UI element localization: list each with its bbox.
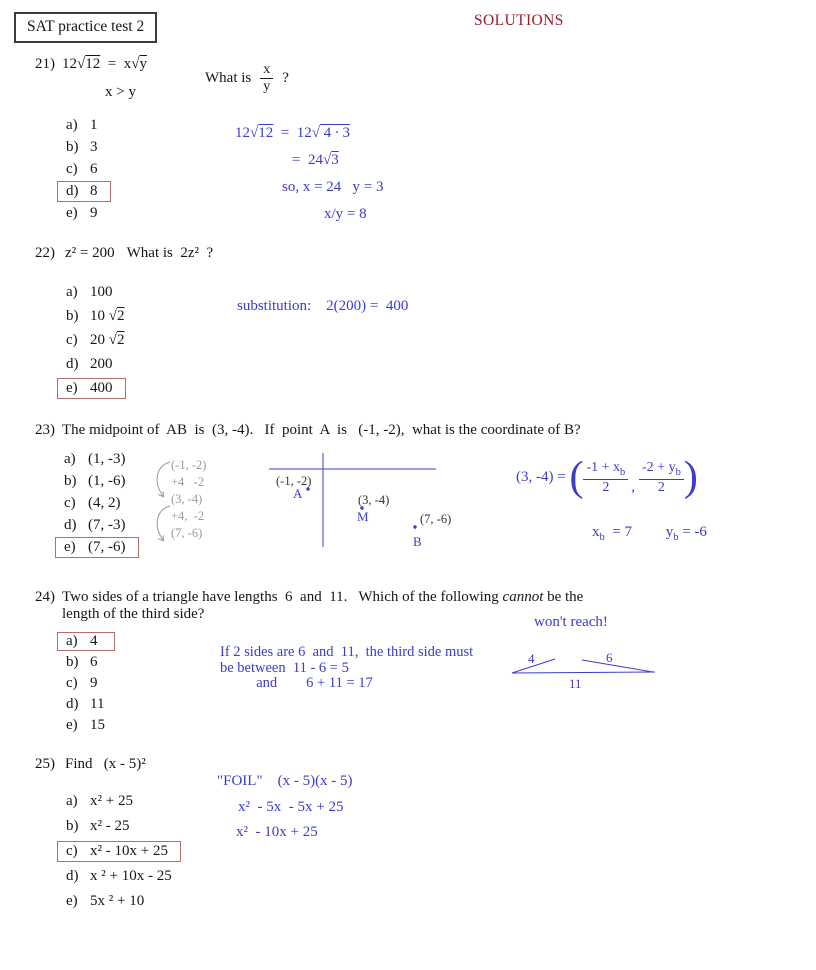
answer-box xyxy=(57,841,181,862)
solution-line: so, x = 24 y = 3 xyxy=(282,179,384,195)
choice-text: 6 xyxy=(90,654,98,670)
choice-text: 9 xyxy=(90,204,98,221)
radical-sign: √ xyxy=(250,125,259,141)
question-text: Find (x - 5)² xyxy=(65,756,146,772)
working-line: +4, -2 xyxy=(171,509,205,523)
midpoint-working xyxy=(171,457,206,542)
choice-letter: a) xyxy=(66,283,78,300)
radicand: 2 xyxy=(116,307,125,324)
formula-lhs: (3, -4) = xyxy=(516,469,570,486)
choice-letter: c) xyxy=(66,843,78,859)
choice-text: 11 xyxy=(90,696,105,712)
coefficient: 12 xyxy=(62,56,77,72)
question-25-choices xyxy=(66,789,181,914)
choice-text: (4, 2) xyxy=(88,494,121,511)
base-label: 11 xyxy=(569,676,582,691)
comma: , xyxy=(631,478,636,495)
radicand: 2 xyxy=(116,331,125,348)
midpoint-formula xyxy=(516,454,698,501)
solution-line: x/y = 8 xyxy=(324,206,367,222)
choice-text: 100 xyxy=(90,283,113,300)
fraction xyxy=(583,460,628,496)
choice-row xyxy=(66,652,115,673)
choice-letter: b) xyxy=(64,472,77,489)
answer-box xyxy=(57,378,126,399)
page-title: SAT practice test 2 xyxy=(27,18,145,35)
question-23-choices xyxy=(64,448,139,558)
choice-text: 5x ² + 10 xyxy=(90,893,145,909)
choice-letter: d) xyxy=(64,516,77,533)
radical-sign: √ xyxy=(108,331,117,348)
question-number: 23) xyxy=(35,422,55,438)
answer-box xyxy=(55,537,139,558)
choice-row xyxy=(66,631,115,652)
working-line: +4 -2 xyxy=(171,475,205,489)
choice-row xyxy=(64,448,139,470)
fraction xyxy=(639,460,684,496)
close-paren: ) xyxy=(683,454,698,501)
choice-row xyxy=(66,304,126,328)
choice-text: 4 xyxy=(90,633,98,649)
choice-row xyxy=(64,514,139,536)
radicand: 3 xyxy=(331,152,339,168)
question-21-statement xyxy=(35,56,147,73)
numerator: $-2 + y_b$ xyxy=(639,460,684,480)
working-line: (-1, -2) xyxy=(171,458,207,472)
question-22-statement xyxy=(35,245,213,262)
choice-text: 8 xyxy=(90,182,98,199)
side-a-label: 4 xyxy=(528,651,535,666)
question-21-choices xyxy=(66,114,111,224)
choice-row xyxy=(64,536,139,558)
question-22-choices xyxy=(66,280,126,400)
radical-sign: √ xyxy=(322,152,332,168)
solution-line: "FOIL" (x - 5)(x - 5) xyxy=(217,773,353,789)
choice-text: 200 xyxy=(90,355,113,372)
question-23-statement xyxy=(35,422,581,439)
working-line: (7, -6) xyxy=(171,526,203,540)
choice-letter: e) xyxy=(66,893,78,909)
question-24-choices xyxy=(66,631,115,736)
choice-row xyxy=(66,376,126,400)
radicand: 12 xyxy=(258,125,274,141)
choice-row xyxy=(66,839,181,864)
choice-row xyxy=(64,492,139,514)
solution-text: = 12 xyxy=(273,125,312,141)
fraction xyxy=(260,62,273,95)
denominator: 2 xyxy=(602,479,610,495)
choice-row xyxy=(66,673,115,694)
choice-text: (1, -3) xyxy=(88,450,126,467)
coordinate-plot xyxy=(262,445,457,557)
choice-text: x² - 25 xyxy=(90,818,130,834)
solution-line xyxy=(235,120,384,147)
choice-letter: e) xyxy=(66,204,78,221)
choice-letter: d) xyxy=(66,182,79,199)
choice-row xyxy=(66,715,115,736)
choice-letter: b) xyxy=(66,307,79,324)
question-text-line2: length of the third side? xyxy=(62,606,205,622)
given-equation: z² = 200 xyxy=(65,245,115,261)
choice-letter: d) xyxy=(66,355,79,372)
side-b-label: 6 xyxy=(606,650,613,665)
solution-text: = 24 xyxy=(292,152,323,168)
question-24-statement xyxy=(35,589,583,606)
point-m-coords: (3, -4) xyxy=(358,493,390,507)
choice-text: x² - 10x + 25 xyxy=(90,843,168,859)
answer-box xyxy=(57,632,115,651)
choice-row xyxy=(66,352,126,376)
answer-box xyxy=(57,181,111,202)
solution-line: If 2 sides are 6 and 11, the third side must xyxy=(220,644,474,660)
solutions-label: SOLUTIONS xyxy=(474,12,564,29)
choice-letter: a) xyxy=(66,116,78,133)
radicand: 12 xyxy=(85,56,101,72)
choice-text: x² + 25 xyxy=(90,793,133,809)
choice-text: 3 xyxy=(90,138,98,155)
choice-letter: d) xyxy=(66,696,79,712)
choice-row xyxy=(64,470,139,492)
choice-text: 1 xyxy=(90,116,98,133)
solution-line: x² - 10x + 25 xyxy=(236,824,318,840)
solution-line: and 6 + 11 = 17 xyxy=(220,675,373,691)
choice-text: 15 xyxy=(90,717,105,733)
choice-row xyxy=(66,180,111,202)
equation-middle: = x xyxy=(100,56,132,72)
choice-row xyxy=(66,114,111,136)
question-text: The midpoint of AB is (3, -4). If point A is (-1, -2), what is the coordinate of B? xyxy=(62,422,581,438)
working-line: (3, -4) xyxy=(171,492,203,506)
numerator: $-1 + x_b$ xyxy=(583,460,628,480)
choice-row xyxy=(66,694,115,715)
question-mark: ? xyxy=(282,70,289,87)
choice-text: 9 xyxy=(90,675,98,691)
choice-row xyxy=(66,864,181,889)
formula-results: $x_b = 7$ $y_b = -6$ xyxy=(592,524,707,543)
denominator: y xyxy=(263,79,271,95)
question-number: 24) xyxy=(35,589,55,605)
cannot-italic: cannot xyxy=(502,589,544,605)
choice-text: 6 xyxy=(90,160,98,177)
solution-line: be between 11 - 6 = 5 xyxy=(220,659,349,676)
radical-sign: √ xyxy=(131,56,140,72)
choice-row xyxy=(66,202,111,224)
triangle-diagram xyxy=(505,648,665,693)
open-paren: ( xyxy=(569,454,584,501)
choice-letter: b) xyxy=(66,818,79,834)
choice-row xyxy=(66,280,126,304)
subscript: b xyxy=(599,532,605,543)
question-25-statement xyxy=(35,756,146,773)
choice-letter: a) xyxy=(66,793,78,809)
subscript: b xyxy=(673,532,679,543)
solution-line xyxy=(292,147,384,174)
radical-sign: √ xyxy=(77,56,86,72)
numerator: x xyxy=(260,62,273,79)
choice-row xyxy=(66,158,111,180)
choice-letter: c) xyxy=(66,331,78,348)
subscript: b xyxy=(675,466,681,478)
subscript: b xyxy=(620,466,626,478)
choice-row xyxy=(66,889,181,914)
point-b-coords: (7, -6) xyxy=(420,512,452,526)
header-box xyxy=(14,12,157,43)
point-m-name: M xyxy=(357,509,369,524)
radical-sign: √ xyxy=(108,307,117,324)
question-21-prompt xyxy=(205,62,289,95)
choice-letter: c) xyxy=(64,494,76,511)
wont-reach-note: won't reach! xyxy=(534,614,608,630)
radicand: 4 ∙ 3 xyxy=(319,125,350,141)
question-21-solution xyxy=(235,120,384,228)
question-text: Two sides of a triangle have lengths 6 and 11. Which of the following cannot be the xyxy=(62,589,584,605)
point-a-name: A xyxy=(293,486,303,501)
choice-text: 400 xyxy=(90,379,113,396)
prompt-text: What is xyxy=(205,70,252,87)
choice-letter: e) xyxy=(66,717,78,733)
choice-letter: c) xyxy=(66,675,78,691)
question-24-solution xyxy=(220,645,473,692)
question-number: 25) xyxy=(35,756,55,772)
choice-text: (7, -6) xyxy=(88,538,126,555)
choice-text: (1, -6) xyxy=(88,472,126,489)
choice-letter: d) xyxy=(66,868,79,884)
choice-letter: b) xyxy=(66,138,79,155)
radical-sign: √ xyxy=(311,125,320,141)
solution-text: 12 xyxy=(235,125,250,141)
radicand: y xyxy=(139,56,147,72)
choice-letter: c) xyxy=(66,160,78,177)
question-22-solution: substitution: 2(200) = 400 xyxy=(237,298,409,314)
choice-text: 20 xyxy=(90,331,109,348)
choice-letter: b) xyxy=(66,654,79,670)
choice-text: (7, -3) xyxy=(88,516,126,533)
choice-row xyxy=(66,136,111,158)
choice-letter: a) xyxy=(64,450,76,467)
question-number: 21) xyxy=(35,56,55,72)
solution-line: x² - 5x - 5x + 25 xyxy=(238,799,344,815)
choice-letter: a) xyxy=(66,633,78,649)
choice-row xyxy=(66,328,126,352)
choice-text: x ² + 10x - 25 xyxy=(90,868,172,884)
choice-row xyxy=(66,814,181,839)
question-number: 22) xyxy=(35,245,55,261)
choice-letter: e) xyxy=(64,538,76,555)
prompt-text: What is 2z² ? xyxy=(126,245,214,261)
denominator: 2 xyxy=(657,479,665,495)
choice-text: 10 xyxy=(90,307,109,324)
choice-letter: e) xyxy=(66,379,78,396)
choice-row xyxy=(66,789,181,814)
constraint: x > y xyxy=(105,84,136,100)
point-a-coords: (-1, -2) xyxy=(276,474,312,488)
point-b-name: B xyxy=(413,534,422,549)
